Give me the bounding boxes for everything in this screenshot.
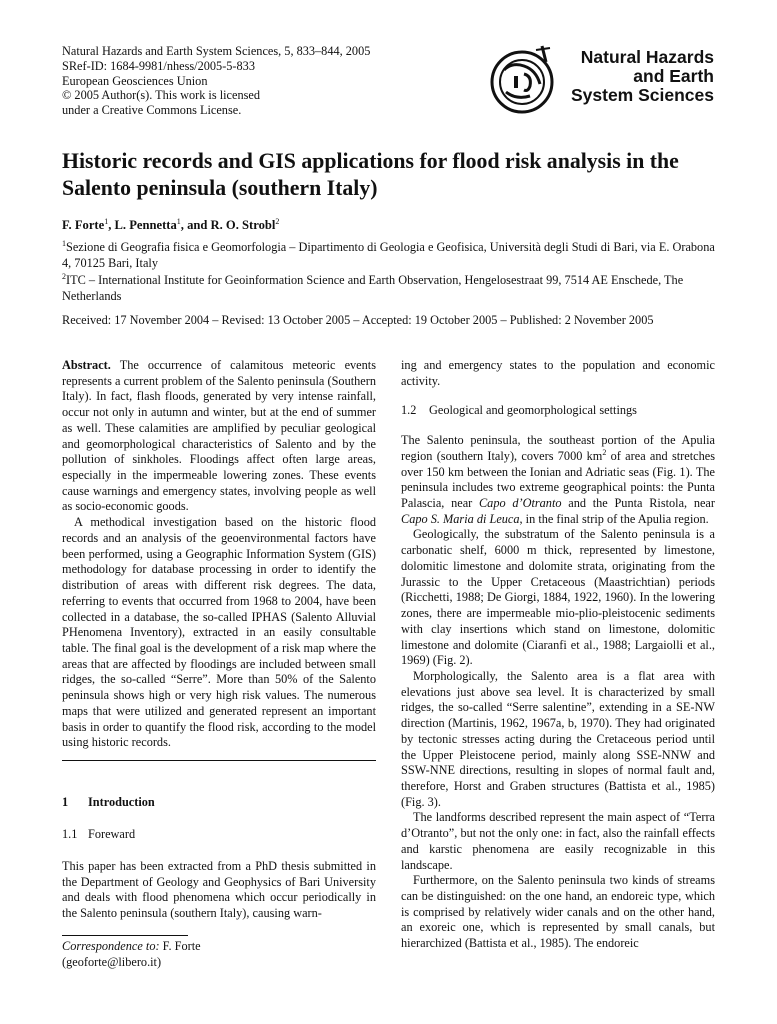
subsection-heading-foreward: [62, 827, 135, 842]
superscript: 2: [602, 447, 607, 457]
abstract-label: Abstract.: [62, 358, 111, 372]
publication-dates: Received: 17 November 2004 – Revised: 13 October 2005 – Accepted: 19 October 2005 – Published: 2 November 2005: [62, 313, 654, 327]
section-number: 1: [62, 795, 69, 809]
affiliation-mark: 1: [62, 238, 66, 248]
text-run: The Salento peninsula, the southeast portion of the Apulia region (southern Italy), covers 7000 km: [401, 433, 715, 463]
journal-sref: SRef-ID: 1684-9981/nhess/2005-5-833: [62, 58, 255, 73]
correspondence-label: Correspondence to:: [62, 939, 160, 953]
text-run: of area and stretches over 150 km between the Ionian and Adriatic seas (Fig. 1). The peninsula includes two extreme geographical points: the Punta Palascia, near: [401, 448, 715, 511]
subsection-title: Foreward: [88, 827, 136, 841]
geology-paragraph-2: Geologically, the substratum of the Salento peninsula is a carbonatic shelf, 6000 m thick, represented by limestone, dolomitic limestone and dolomite strata, originating from the Jurassic to the Upper Cretaceous (Maastrichtian) periods (Ricchetti, 1988; De Giorgi, 1884, 1922, 1960). In the lowering zones, there are impermeable mio-plio-pleistocenic sediments with clay insertions which stand on limestone, dolomitic limestone and dolomite (Ciaranfi et al., 1988; Largaiolli et al., 1969) (Fig. 2).: [401, 527, 715, 668]
journal-info: [62, 44, 370, 118]
egu-globe-icon: [484, 40, 564, 120]
author-name: L. Pennetta: [114, 218, 177, 232]
text-run: and the Punta Ristola, near: [561, 496, 715, 511]
abstract-paragraph-2: A methodical investigation based on the historic flood records and an analysis of the geoenvironmental factors have been performed, using a Geographic Information System (GIS) methodology for database processing in order to identify the distribution of areas with different risk degrees. The data, referring to events that occurred from 1968 to 2004, have been collected in a database, the so-called IPHAS (Salento Alluvial PHenomena Inventory), extracted in an easily consultable table. The final goal is the development of a risk map where the areas that are affected by floodings are included between small ridges, the so-called “Serre”. More than 50% of the Salento peninsula shows high or very high risk values. The numerous maps that were utilized and generated represent an important basis in order to quantify the flood risk, according to the model using historic records.: [62, 515, 376, 750]
author-separator: , and: [180, 218, 211, 232]
correspondence-footnote: [62, 939, 201, 970]
affiliation-mark: 2: [62, 271, 66, 281]
abstract-divider: [62, 760, 376, 761]
abstract-text: The occurrence of calamitous meteoric events represents a current problem of the Salento peninsula (Southern Italy). In fact, flash floods, generated by very intense rainfall, occur not only in autumn and winter, but at the end of summer as well. These calamities are amplified by peculiar geological and geomorphological characteristics of Salento and by the pollution of sinkholes. Floodings affect often large areas, especially in the impermeable lowering zones. These events cause warnings and emergency states, involving people as well as socio-economic goods.: [62, 358, 376, 514]
correspondence-email: (geoforte@libero.it): [62, 954, 162, 969]
geology-paragraph-1: [401, 433, 715, 527]
right-column: [401, 358, 715, 952]
author-affil-mark: 1: [104, 216, 109, 226]
place-name: Capo S. Maria di Leuca: [401, 511, 520, 526]
section-title: Introduction: [88, 795, 155, 809]
text-run: , in the final strip of the Apulia region.: [519, 511, 709, 526]
journal-license: under a Creative Commons License.: [62, 103, 242, 118]
subsection-title: Geological and geomorphological settings: [429, 403, 637, 418]
affiliation-text: ITC – International Institute for Geoinformation Science and Earth Observation, Hengelosestraat 99, 7514 AE Enschede, The Netherlands: [62, 273, 684, 303]
author-name: F. Forte: [62, 218, 105, 232]
logo-line-2: and Earth: [633, 66, 714, 86]
abstract-paragraph: [62, 358, 376, 515]
correspondence-name: F. Forte: [162, 939, 201, 953]
subsection-heading-geology: [401, 403, 715, 419]
author-list: [62, 218, 279, 233]
logo-line-1: Natural Hazards: [580, 47, 714, 67]
journal-logo: [484, 40, 720, 120]
introduction-paragraph: This paper has been extracted from a PhD thesis submitted in the Department of Geology and Geophysics of Bari University and deals with flood phenomena which occur periodically in the Salento peninsula (southern Italy), causing warn-: [62, 859, 376, 921]
subsection-number: 1.2: [401, 403, 417, 418]
geology-paragraph-4: The landforms described represent the main aspect of “Terra d’Otranto”, but not the only one: in fact, also the rainfall effects and karstic phenomena are easily recognizable in this landscape.: [401, 810, 715, 872]
geology-paragraph-5: Furthermore, on the Salento peninsula two kinds of streams can be distinguished: on the one hand, an endoreic type, which is comprised by relatively wider canals and on the other hand, an exoreic one, which is represented by small canals, but hierarchized (Battista et al., 1985). The endoreic: [401, 873, 715, 951]
author-affil-mark: 2: [275, 216, 280, 226]
affiliation-2: [62, 273, 722, 304]
journal-citation: Natural Hazards and Earth System Sciences, 5, 833–844, 2005: [62, 44, 371, 58]
author-name: R. O. Strobl: [210, 218, 276, 232]
author-separator: ,: [108, 218, 115, 232]
logo-text: [571, 48, 714, 105]
continued-paragraph: ing and emergency states to the population and economic activity.: [401, 358, 715, 388]
left-column: [62, 358, 376, 761]
journal-copyright: © 2005 Author(s). This work is licensed: [62, 88, 260, 103]
author-affil-mark: 1: [176, 216, 181, 226]
paper-title: Historic records and GIS applications for flood risk analysis in the Salento peninsula (southern Italy): [62, 149, 679, 200]
subsection-number: 1.1: [62, 827, 78, 841]
section-heading-introduction: [62, 795, 155, 810]
journal-publisher: European Geosciences Union: [62, 73, 208, 88]
affiliation-text: Sezione di Geografia fisica e Geomorfologia – Dipartimento di Geologia e Geofisica, Università degli Studi di Bari, via E. Orabona 4, 70125 Bari, Italy: [62, 240, 715, 270]
geology-paragraph-3: Morphologically, the Salento area is a flat area with elevations just above sea level. It is characterized by small ridges, the so-called “Serre salentine”, extending in a SE-NW direction (Martinis, 1962, 1967a, b, 1970). They had originated by tectonic stresses acting during the Cretaceous period until the Upper Pleistocene period, mainly along SSE-NNW and SSW-NNE directions, resulting in slopes of normal fault and, therefore, Horst and Graben structures (Battista et al., 1985) (Fig. 3).: [401, 668, 715, 809]
logo-line-3: System Sciences: [570, 85, 714, 105]
place-name: Capo d’Otranto: [478, 496, 562, 511]
affiliation-1: [62, 240, 722, 271]
footnote-divider: [62, 935, 188, 936]
